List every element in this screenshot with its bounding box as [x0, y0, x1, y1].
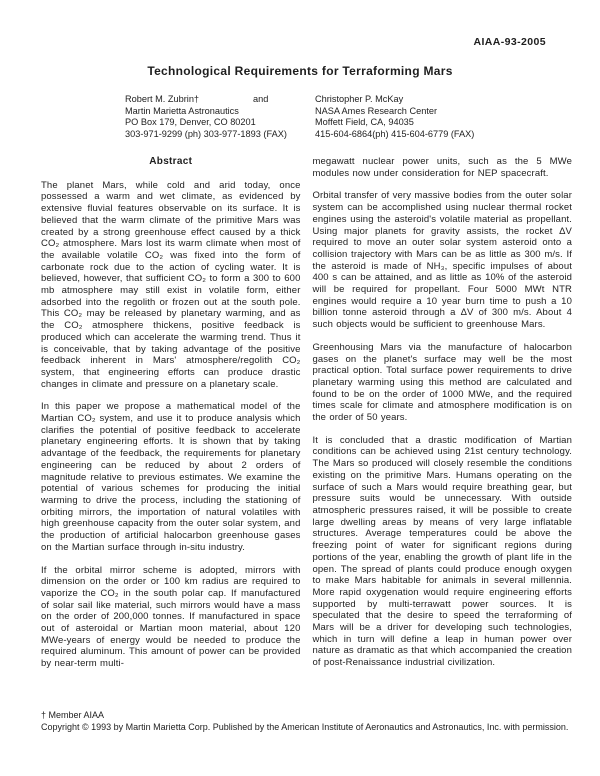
footnote	[41, 710, 576, 733]
abstract-paragraph-4: megawatt nuclear power units, such as the 5 MWe modules now under consideration for NEP spacecraft.	[312, 156, 572, 179]
author-right-name: Christopher P. McKay	[315, 94, 404, 104]
author-left-phone: 303-971-9299 (ph) 303-977-1893 (FAX)	[125, 128, 287, 139]
paper-title: Technological Requirements for Terraforming Mars	[147, 64, 453, 78]
abstract-paragraph-6: Greenhousing Mars via the manufacture of halocarbon gases on the planet's surface may well be the most practical option. Total surface power requirements to drive planetary warming using this method are calculated and found to be on the order of 1000 MWe, and the required times scale for climate and atmosphere modification is on the order of 50 years.	[312, 341, 572, 424]
author-right-affiliation: NASA Ames Research Center	[315, 105, 438, 116]
abstract-paragraph-3: If the orbital mirror scheme is adopted, mirrors with dimension on the order or 100 km radius are required to vaporize the CO₂ in the south polar cap. If manufactured of solar sail like material, such mirrors would have a mass on the order of 200,000 tonnes. If manufactured in space out of asteroidal or Martian moon material, about 120 MWe-years of energy would be needed to produce the required aluminum. This amount of power can be provided by near-term multi-	[41, 564, 301, 670]
author-left-address: PO Box 179, Denver, CO 80201	[125, 117, 256, 128]
footnote-copyright: Copyright © 1993 by Martin Marietta Corp. Published by the American Institute of Aeronautics and Astronautics, Inc. with permission.	[41, 721, 569, 732]
author-left	[125, 94, 315, 140]
author-right-address: Moffett Field, CA, 94035	[315, 117, 414, 128]
footnote-member: † Member AIAA	[41, 710, 105, 720]
abstract-paragraph-1: The planet Mars, while cold and arid today, once possessed a warm and wet climate, as evidenced by extensive fluvial features observable on its surface. It is believed that the warm climate of the primitive Mars was created by a strong greenhouse effect caused by a thick CO₂ atmosphere. Mars lost its warm climate when most of the available volatile CO₂ was fixed into the form of carbonate rock due to the action of cycling water. It is believed, however, that sufficient CO₂ to form a 300 to 600 mb atmosphere may still exist in volatile form, either adsorbed into the regolith or frozen out at the south pole. This CO₂ may be released by planetary warming, and as the CO₂ atmosphere thickens, positive feedback is produced which can accelerate the warming trend. Thus it is conceivable, that by taking advantage of the positive feedback inherent in Mars' atmosphere/regolith CO₂ system, that engineering efforts can produce drastic changes in climate and pressure on a planetary scale.	[41, 179, 301, 390]
abstract-heading: Abstract	[149, 156, 193, 167]
author-block	[125, 94, 515, 140]
abstract-paragraph-7: It is concluded that a drastic modification of Martian conditions can be achieved using 21st century technology. The Mars so produced will closely resemble the conditions existing on the primitive Mars. Humans operating on the surface of such a Mars would require breathing gear, but pressure suits would be unnecessary. With outside atmospheric pressures raised, it will be possible to create large dwelling areas by means of very large inflatable structures. Average temperatures could be above the freezing point of water for significant regions during portions of the year, enabling the growth of plant life in the open. The spread of plants could produce enough oxygen to make Mars habitable for animals in several millennia. More rapid oxygenation would require engineering efforts supported by multi-terrawatt power sources. It is speculated that the desire to speed the terraforming of Mars will be a driver for developing such technologies, which in turn will define a leap in human power over nature as dramatic as that which accompanied the creation of post-Renaissance industrial civilization.	[312, 434, 572, 669]
author-separator: and	[253, 94, 269, 104]
report-number: AIAA-93-2005	[473, 36, 546, 48]
body-columns	[41, 156, 572, 704]
left-column	[41, 156, 301, 704]
author-left-name: Robert M. Zubrin†	[125, 94, 200, 104]
author-left-affiliation: Martin Marietta Astronautics	[125, 105, 239, 116]
author-right	[315, 94, 515, 140]
abstract-paragraph-2: In this paper we propose a mathematical model of the Martian CO₂ system, and use it to produce analysis which clarifies the potential of positive feedback to accelerate planetary engineering efforts. It is shown that by taking advantage of the feedback, the requirements for planetary engineering can be reduced by about 2 orders of magnitude relative to previous estimates. We examine the potential of various schemes for producing the initial warming to drive the process, including the stationing of orbiting mirrors, the importation of natural volatiles with high greenhouse capacity from the outer solar system, and the production of artificial halocarbon greenhouse gases on the Martian surface through in-situ industry.	[41, 401, 301, 553]
right-column	[313, 156, 573, 704]
abstract-paragraph-5: Orbital transfer of very massive bodies from the outer solar system can be accomplished using nuclear thermal rocket engines using the asteroid's volatile material as propellant. Using major planets for gravity assists, the rocket ΔV required to move an outer solar system asteroid onto a collision trajectory with Mars can be as little as 300 m/s. If the asteroid is made of NH₃, specific impulses of about 400 s can be attained, and as little as 10% of the asteroid will be required for propellant. Four 5000 MWt NTR engines would require a 10 year burn time to push a 10 billion tonne asteroid through a ΔV of 300 m/s. About 4 such objects would be sufficient to greenhouse Mars.	[312, 190, 572, 331]
author-right-phone: 415-604-6864(ph) 415-604-6779 (FAX)	[315, 128, 475, 139]
